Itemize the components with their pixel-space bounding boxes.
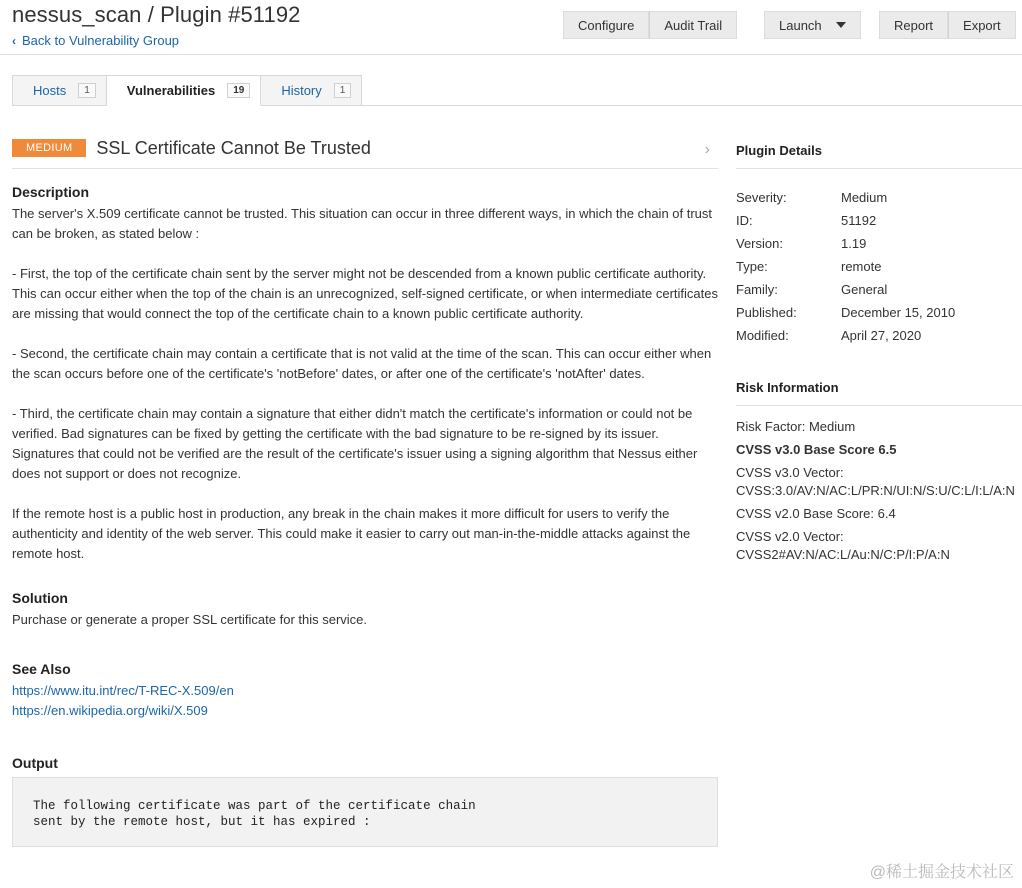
plugin-details-heading: Plugin Details bbox=[736, 143, 1022, 169]
description-paragraph: - Third, the certificate chain may contain a signature that either didn't match the certificate's information or could not be verified. Bad signatures can be fixed by getting the certificate with the bad signature to be re-signed by its issuer. Signatures that could not be verified are the result of the certificate's issuer using a signing algorithm that Nessus either does not support or does not recognize. bbox=[12, 406, 698, 481]
detail-row bbox=[736, 278, 1022, 301]
description-paragraph: - Second, the certificate chain may contain a certificate that is not valid at the time of the scan. This can occur either when the scan occurs before one of the certificate's 'notBefore' dates, or after one of the certificate's 'notAfter' dates. bbox=[12, 346, 712, 381]
vulnerability-header bbox=[12, 135, 718, 161]
chevron-left-icon: ‹ bbox=[12, 33, 16, 48]
detail-key: Published: bbox=[736, 305, 797, 320]
report-button[interactable]: Report bbox=[879, 11, 948, 39]
detail-key: Version: bbox=[736, 236, 783, 251]
detail-row bbox=[736, 324, 1022, 347]
cvss3-vector-label: CVSS v3.0 Vector: bbox=[736, 465, 844, 480]
tab-hosts-count: 1 bbox=[78, 83, 96, 98]
solution-section bbox=[12, 590, 718, 630]
caret-down-icon bbox=[836, 22, 846, 28]
see-also-link[interactable]: https://en.wikipedia.org/wiki/X.509 bbox=[12, 703, 208, 718]
tab-vulnerabilities-label: Vulnerabilities bbox=[126, 83, 216, 98]
detail-value: Medium bbox=[841, 190, 888, 205]
tab-history-count: 1 bbox=[334, 83, 352, 98]
detail-row bbox=[736, 301, 1022, 324]
back-link-label: Back to Vulnerability Group bbox=[22, 33, 180, 48]
description-section bbox=[12, 184, 718, 564]
vulnerability-title: SSL Certificate Cannot Be Trusted bbox=[96, 137, 371, 158]
cvss2-vector bbox=[736, 528, 1022, 564]
severity-badge: MEDIUM bbox=[12, 139, 86, 157]
cvss3-vector bbox=[736, 464, 1022, 500]
detail-value: 51192 bbox=[841, 213, 877, 228]
tab-hosts[interactable] bbox=[12, 75, 107, 106]
audit-trail-button[interactable]: Audit Trail bbox=[649, 11, 737, 39]
description-paragraph: If the remote host is a public host in production, any break in the chain makes it more difficult for users to verify the authenticity and identity of the web server. This could make it easier to carry out man-in-the-middle attacks against the remote host. bbox=[12, 506, 691, 561]
chevron-right-icon[interactable]: › bbox=[704, 141, 710, 158]
see-also-section bbox=[12, 661, 718, 721]
launch-button[interactable] bbox=[764, 11, 861, 39]
description-heading: Description bbox=[12, 184, 90, 200]
back-to-vulnerability-group-link[interactable] bbox=[12, 33, 179, 48]
detail-value: General bbox=[841, 282, 888, 297]
risk-information-heading: Risk Information bbox=[736, 380, 1022, 406]
vulnerability-divider bbox=[12, 168, 718, 169]
watermark: @稀土掘金技术社区 bbox=[869, 864, 1014, 881]
export-button[interactable]: Export bbox=[948, 11, 1016, 39]
tab-history[interactable] bbox=[260, 75, 362, 106]
description-paragraph: - First, the top of the certificate chain sent by the server might not be descended from a known public certificate authority. This can occur either when the top of the chain is an unrecognized, self-signed certificate, or when intermediate certificates are missing that would connect the top of the certificate chain to a known public certificate authority. bbox=[12, 266, 718, 321]
detail-row bbox=[736, 186, 1022, 209]
risk-information-list bbox=[736, 418, 1022, 564]
see-also-link[interactable]: https://www.itu.int/rec/T-REC-X.509/en bbox=[12, 683, 234, 698]
detail-key: Severity: bbox=[736, 190, 787, 205]
cvss3-base-score: CVSS v3.0 Base Score 6.5 bbox=[736, 442, 897, 457]
tab-history-label: History bbox=[281, 83, 322, 98]
solution-heading: Solution bbox=[12, 590, 68, 606]
configure-button[interactable]: Configure bbox=[563, 11, 649, 39]
header-divider bbox=[0, 54, 1022, 55]
solution-text: Purchase or generate a proper SSL certificate for this service. bbox=[12, 612, 368, 627]
detail-key: Family: bbox=[736, 282, 778, 297]
detail-value: December 15, 2010 bbox=[841, 305, 956, 320]
detail-row bbox=[736, 232, 1022, 255]
detail-row bbox=[736, 209, 1022, 232]
see-also-heading: See Also bbox=[12, 661, 71, 677]
detail-row bbox=[736, 255, 1022, 278]
tab-bar bbox=[12, 75, 362, 106]
sidebar bbox=[736, 143, 1022, 569]
detail-value: 1.19 bbox=[841, 236, 867, 251]
output-heading: Output bbox=[12, 755, 58, 771]
cvss2-base-score: CVSS v2.0 Base Score: 6.4 bbox=[736, 506, 896, 521]
configure-audit-group bbox=[563, 11, 737, 39]
launch-group bbox=[764, 11, 861, 39]
tab-vulnerabilities-count: 19 bbox=[227, 83, 250, 98]
risk-information-section bbox=[736, 380, 1022, 564]
plugin-details-list bbox=[736, 186, 1022, 347]
detail-value: remote bbox=[841, 259, 882, 274]
report-export-group bbox=[879, 11, 1016, 39]
vulnerability-detail bbox=[12, 135, 718, 847]
cvss3-vector-value: CVSS:3.0/AV:N/AC:L/PR:N/UI:N/S:U/C:L/I:L/A:N bbox=[736, 483, 1015, 498]
cvss2-vector-value: CVSS2#AV:N/AC:L/Au:N/C:P/I:P/A:N bbox=[736, 547, 950, 562]
risk-factor: Risk Factor: Medium bbox=[736, 419, 856, 434]
launch-button-label: Launch bbox=[779, 17, 822, 33]
tab-vulnerabilities[interactable] bbox=[106, 75, 262, 106]
page-title: nessus_scan / Plugin #51192 bbox=[12, 2, 301, 27]
detail-key: ID: bbox=[736, 213, 753, 228]
detail-key: Modified: bbox=[736, 328, 789, 343]
description-paragraph: The server's X.509 certificate cannot be trusted. This situation can occur in three different ways, in which the chain of trust can be broken, as stated below : bbox=[12, 206, 713, 241]
detail-value: April 27, 2020 bbox=[841, 328, 922, 343]
detail-key: Type: bbox=[736, 259, 768, 274]
output-text: The following certificate was part of the certificate chain sent by the remote host, but it has expired : bbox=[12, 777, 718, 847]
output-section bbox=[12, 755, 718, 847]
cvss2-vector-label: CVSS v2.0 Vector: bbox=[736, 529, 844, 544]
tab-hosts-label: Hosts bbox=[33, 83, 67, 98]
